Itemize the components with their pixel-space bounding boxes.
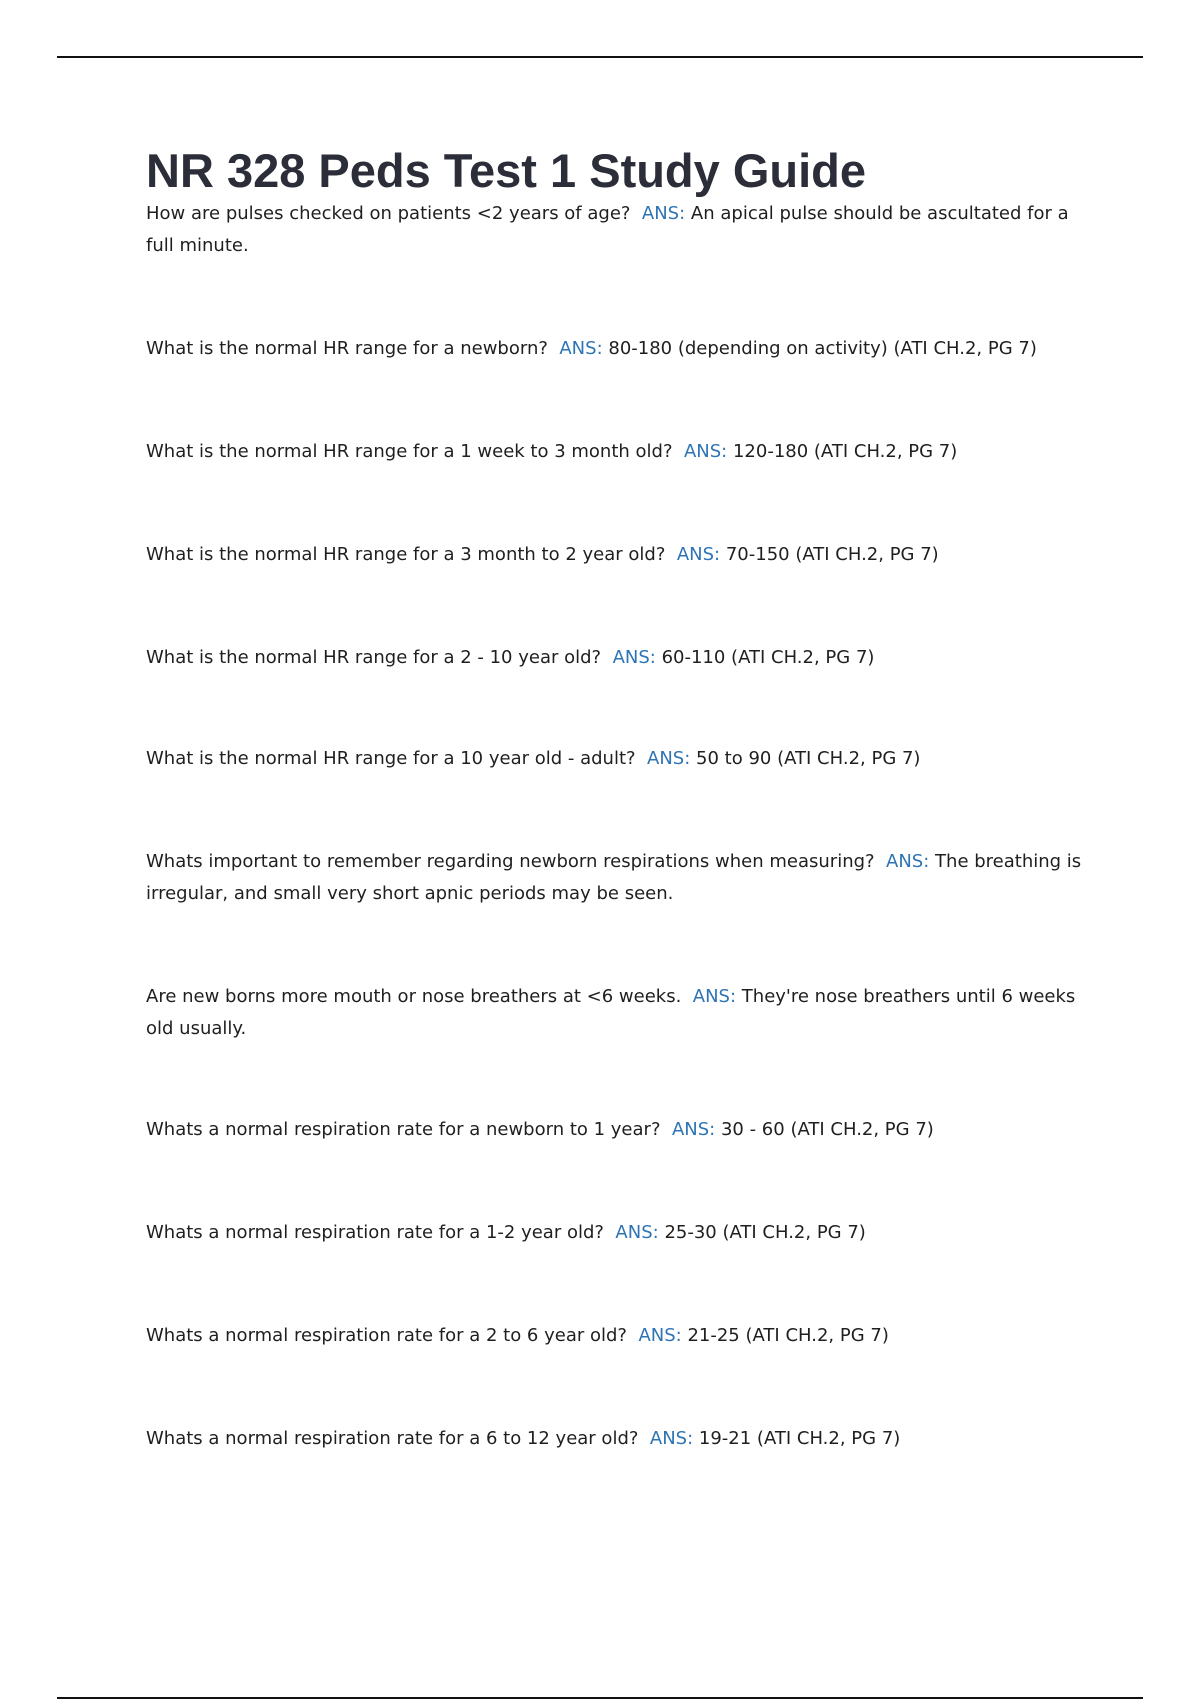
qa-item — [146, 1114, 1096, 1146]
question-text: Whats a normal respiration rate for a newborn to 1 year? — [146, 1119, 661, 1140]
answer-label: ANS: — [615, 1222, 659, 1243]
qa-item — [146, 333, 1096, 365]
answer-text: 60-110 (ATI CH.2, PG 7) — [661, 647, 875, 668]
footer-rule — [57, 1697, 1143, 1699]
answer-text: 30 - 60 (ATI CH.2, PG 7) — [720, 1119, 934, 1140]
answer-text: They're nose breathers until 6 weeks old usually. — [146, 986, 1076, 1039]
question-text: Whats important to remember regarding newborn respirations when measuring? — [146, 851, 875, 872]
answer-text: 50 to 90 (ATI CH.2, PG 7) — [696, 748, 921, 769]
answer-label: ANS: — [638, 1325, 682, 1346]
answer-text: 70-150 (ATI CH.2, PG 7) — [725, 544, 939, 565]
question-text: Whats a normal respiration rate for a 2 to 6 year old? — [146, 1325, 627, 1346]
answer-label: ANS: — [649, 1428, 694, 1449]
qa-item — [146, 846, 1096, 910]
answer-text: The breathing is irregular, and small very short apnic periods may be seen. — [146, 851, 1082, 904]
qa-item — [146, 198, 1096, 262]
answer-label: ANS: — [886, 851, 930, 872]
answer-text: 120-180 (ATI CH.2, PG 7) — [732, 441, 958, 462]
question-text: What is the normal HR range for a 1 week to 3 month old? — [146, 441, 673, 462]
answer-label: ANS: — [647, 748, 691, 769]
question-text: What is the normal HR range for a newborn? — [146, 338, 548, 359]
question-text: What is the normal HR range for a 10 year old - adult? — [146, 748, 636, 769]
question-text: What is the normal HR range for a 3 month to 2 year old? — [146, 544, 666, 565]
qa-item — [146, 981, 1096, 1045]
answer-label: ANS: — [671, 1119, 716, 1140]
qa-item — [146, 1423, 1096, 1455]
answer-text: 19-21 (ATI CH.2, PG 7) — [698, 1428, 901, 1449]
answer-label: ANS: — [641, 203, 686, 224]
qa-item — [146, 539, 1096, 571]
qa-item — [146, 436, 1096, 468]
answer-label: ANS: — [683, 441, 728, 462]
answer-text: 80-180 (depending on activity) (ATI CH.2, PG 7) — [608, 338, 1037, 359]
question-text: Are new borns more mouth or nose breathers at <6 weeks. — [146, 986, 682, 1007]
answer-label: ANS: — [692, 986, 737, 1007]
qa-item — [146, 642, 1096, 674]
question-text: What is the normal HR range for a 2 - 10 year old? — [146, 647, 602, 668]
document-title: NR 328 Peds Test 1 Study Guide — [146, 144, 867, 197]
qa-item — [146, 1320, 1096, 1352]
answer-label: ANS: — [612, 647, 656, 668]
qa-item — [146, 1217, 1096, 1249]
answer-text: 21-25 (ATI CH.2, PG 7) — [687, 1325, 889, 1346]
qa-item — [146, 743, 1096, 775]
question-text: Whats a normal respiration rate for a 6 to 12 year old? — [146, 1428, 639, 1449]
answer-label: ANS: — [559, 338, 603, 359]
question-text: How are pulses checked on patients <2 years of age? — [146, 203, 631, 224]
answer-text: 25-30 (ATI CH.2, PG 7) — [664, 1222, 866, 1243]
answer-text: An apical pulse should be ascultated for a full minute. — [146, 203, 1069, 256]
header-rule — [57, 56, 1143, 58]
answer-label: ANS: — [676, 544, 721, 565]
question-text: Whats a normal respiration rate for a 1-2 year old? — [146, 1222, 604, 1243]
